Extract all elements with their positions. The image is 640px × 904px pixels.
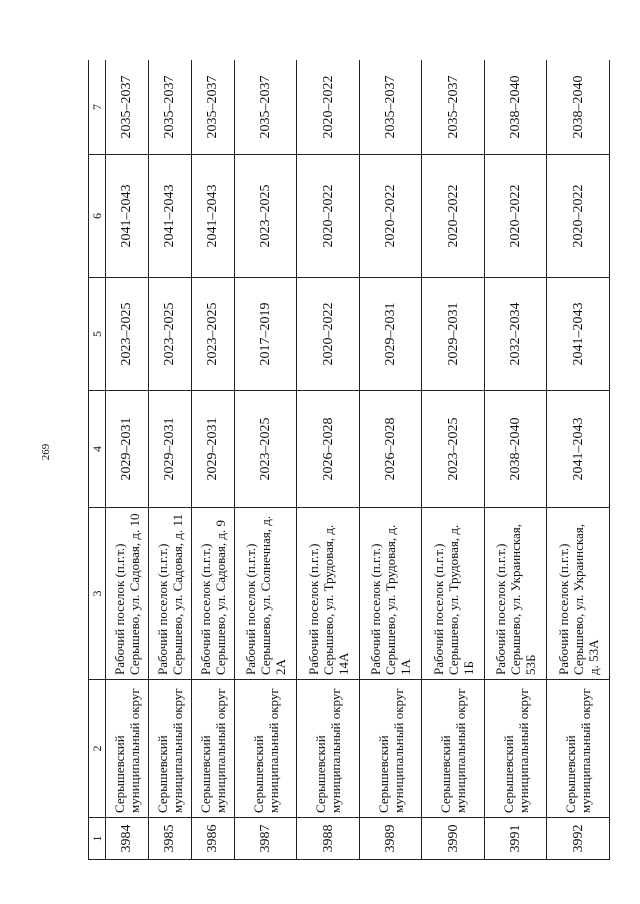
- table-row: [148, 60, 191, 860]
- row-id: 3991: [484, 818, 547, 860]
- row-id: 3985: [148, 818, 191, 860]
- period-col-7: 2035–2037: [106, 60, 149, 155]
- district-cell: Серышевский муниципальный округ: [359, 680, 422, 818]
- period-col-5: 2029–2031: [422, 278, 485, 391]
- row-id: 3984: [106, 818, 149, 860]
- district-cell: Серышевский муниципальный округ: [191, 680, 234, 818]
- district-cell: Серышевский муниципальный округ: [234, 680, 297, 818]
- row-id: 3989: [359, 818, 422, 860]
- period-col-6: 2020–2022: [422, 155, 485, 278]
- period-col-7: 2020–2022: [297, 60, 360, 155]
- period-col-6: 2020–2022: [484, 155, 547, 278]
- period-col-4: 2023–2025: [422, 391, 485, 508]
- schedule-table: [88, 60, 610, 860]
- row-id: 3990: [422, 818, 485, 860]
- header-col-3: 3: [89, 508, 106, 680]
- period-col-7: 2035–2037: [234, 60, 297, 155]
- period-col-6: 2023–2025: [234, 155, 297, 278]
- address-cell: Рабочий поселок (п.г.т.) Серышево, ул. Садовая, д. 9: [191, 508, 234, 680]
- period-col-7: 2035–2037: [359, 60, 422, 155]
- period-col-5: 2041–2043: [547, 278, 610, 391]
- district-cell: Серышевский муниципальный округ: [148, 680, 191, 818]
- period-col-4: 2038–2040: [484, 391, 547, 508]
- header-col-2: 2: [89, 680, 106, 818]
- address-cell: Рабочий поселок (п.г.т.) Серышево, ул. Трудовая, д. 1Б: [422, 508, 485, 680]
- period-col-7: 2035–2037: [422, 60, 485, 155]
- table-row: [484, 60, 547, 860]
- header-col-1: 1: [89, 818, 106, 860]
- period-col-6: 2020–2022: [297, 155, 360, 278]
- period-col-7: 2038–2040: [484, 60, 547, 155]
- header-col-7: 7: [89, 60, 106, 155]
- period-col-4: 2041–2043: [547, 391, 610, 508]
- district-cell: Серышевский муниципальный округ: [547, 680, 610, 818]
- table-row: [234, 60, 297, 860]
- address-cell: Рабочий поселок (п.г.т.) Серышево, ул. Трудовая, д. 1А: [359, 508, 422, 680]
- district-cell: Серышевский муниципальный округ: [422, 680, 485, 818]
- table-row: [359, 60, 422, 860]
- header-row: [89, 60, 106, 860]
- address-cell: Рабочий поселок (п.г.т.) Серышево, ул. Садовая, д. 11: [148, 508, 191, 680]
- period-col-4: 2026–2028: [297, 391, 360, 508]
- period-col-5: 2032–2034: [484, 278, 547, 391]
- header-col-6: 6: [89, 155, 106, 278]
- period-col-5: 2020–2022: [297, 278, 360, 391]
- district-cell: Серышевский муниципальный округ: [484, 680, 547, 818]
- period-col-4: 2023–2025: [234, 391, 297, 508]
- row-id: 3987: [234, 818, 297, 860]
- period-col-4: 2029–2031: [148, 391, 191, 508]
- address-cell: Рабочий поселок (п.г.т.) Серышево, ул. Украинская, д. 53А: [547, 508, 610, 680]
- address-cell: Рабочий поселок (п.г.т.) Серышево, ул. Солнечная, д. 2А: [234, 508, 297, 680]
- table-row: [297, 60, 360, 860]
- rotated-table-container: [88, 60, 610, 860]
- header-col-4: 4: [89, 391, 106, 508]
- period-col-7: 2035–2037: [148, 60, 191, 155]
- period-col-6: 2041–2043: [191, 155, 234, 278]
- period-col-6: 2020–2022: [359, 155, 422, 278]
- row-id: 3986: [191, 818, 234, 860]
- address-cell: Рабочий поселок (п.г.т.) Серышево, ул. Украинская, 53Б: [484, 508, 547, 680]
- header-col-5: 5: [89, 278, 106, 391]
- period-col-5: 2023–2025: [106, 278, 149, 391]
- address-cell: Рабочий поселок (п.г.т.) Серышево, ул. Трудовая, д. 14А: [297, 508, 360, 680]
- period-col-7: 2038–2040: [547, 60, 610, 155]
- row-id: 3988: [297, 818, 360, 860]
- table-row: [422, 60, 485, 860]
- period-col-5: 2029–2031: [359, 278, 422, 391]
- period-col-4: 2026–2028: [359, 391, 422, 508]
- period-col-4: 2029–2031: [191, 391, 234, 508]
- period-col-6: 2041–2043: [106, 155, 149, 278]
- period-col-7: 2035–2037: [191, 60, 234, 155]
- period-col-6: 2041–2043: [148, 155, 191, 278]
- table-row: [106, 60, 149, 860]
- table-row: [191, 60, 234, 860]
- table-row: [547, 60, 610, 860]
- period-col-5: 2023–2025: [191, 278, 234, 391]
- district-cell: Серышевский муниципальный округ: [106, 680, 149, 818]
- row-id: 3992: [547, 818, 610, 860]
- rotated-table-frame: [88, 60, 610, 860]
- period-col-5: 2023–2025: [148, 278, 191, 391]
- period-col-5: 2017–2019: [234, 278, 297, 391]
- address-cell: Рабочий поселок (п.г.т.) Серышево, ул. Садовая, д. 10: [106, 508, 149, 680]
- period-col-4: 2029–2031: [106, 391, 149, 508]
- page-number: 269: [40, 443, 52, 461]
- district-cell: Серышевский муниципальный округ: [297, 680, 360, 818]
- period-col-6: 2020–2022: [547, 155, 610, 278]
